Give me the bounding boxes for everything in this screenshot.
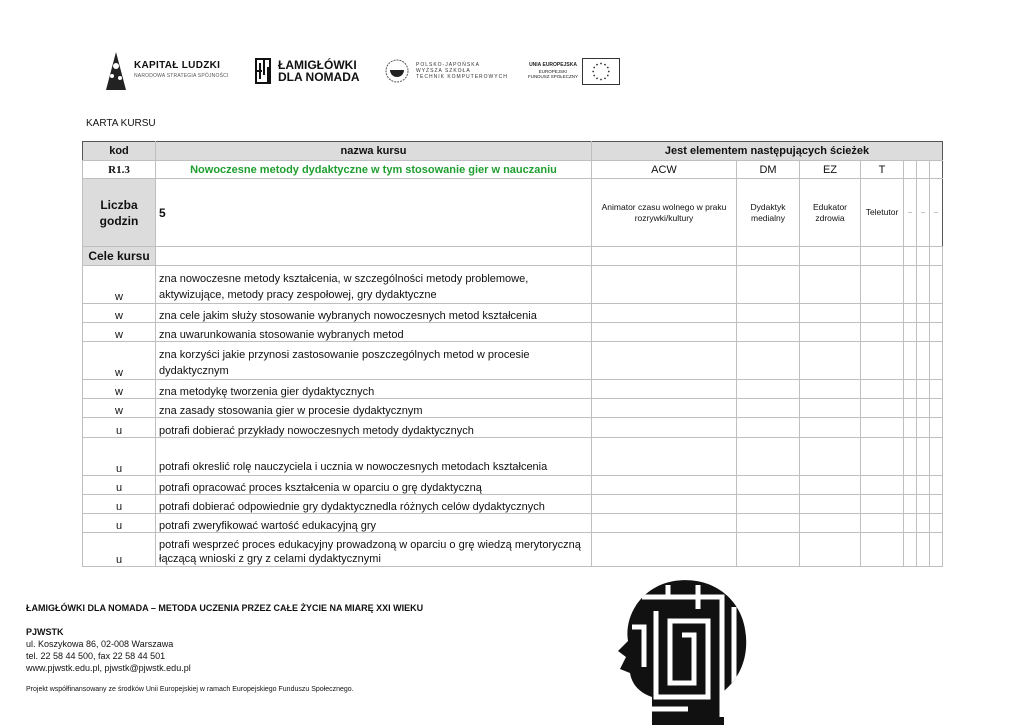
goal-type: u <box>83 476 156 495</box>
goal-text: potrafi dobierać przykłady nowoczesnych metody dydaktycznych <box>156 418 592 438</box>
goal-row <box>83 418 943 438</box>
lamiglowki-line1: ŁAMIGŁÓWKI <box>278 58 357 72</box>
goal-text: potrafi okreslić rolę nauczyciela i ucznia w nowoczesnych metodach kształcenia <box>156 438 592 476</box>
goal-row <box>83 380 943 399</box>
course-row <box>83 161 943 179</box>
footer <box>26 602 423 696</box>
kapital-subtitle: NARODOWA STRATEGIA SPÓJNOŚCI <box>134 73 229 79</box>
header-nazwa: nazwa kursu <box>156 142 592 161</box>
goal-text: zna nowoczesne metody kształcenia, w szczególności metody problemowe, aktywizujące, metody pracy zespołowej, gry dydaktyczne <box>156 266 592 304</box>
goal-type: w <box>83 342 156 380</box>
path-name-dm: Dydaktyk medialny <box>737 179 800 247</box>
ue-line3: FUNDUSZ SPOŁECZNY <box>528 74 579 80</box>
goals-header-row <box>83 247 943 266</box>
path-name-ez: Edukator zdrowia <box>800 179 861 247</box>
goal-row <box>83 533 943 567</box>
path-name-empty-1: -- <box>904 179 917 247</box>
kapital-title: KAPITAŁ LUDZKI <box>134 60 221 71</box>
goal-text: potrafi opracować proces kształcenia w oparciu o grę dydaktyczną <box>156 476 592 495</box>
path-name-t: Teletutor <box>861 179 904 247</box>
pjwstk-line2: WYŻSZA SZKOŁA <box>416 68 471 74</box>
lamiglowki-line2: DLA NOMADA <box>278 70 360 84</box>
hours-value: 5 <box>156 179 592 247</box>
header-kod: kod <box>83 142 156 161</box>
path-name-empty-2: -- <box>917 179 930 247</box>
course-code: R1.3 <box>83 161 156 179</box>
path-code-t: T <box>861 161 904 179</box>
eu-flag-icon <box>582 58 620 85</box>
hours-row <box>83 179 943 247</box>
footer-web: www.pjwstk.edu.pl, pjwstk@pjwstk.edu.pl <box>26 663 191 673</box>
goal-row <box>83 323 943 342</box>
footer-title: ŁAMIGŁÓWKI DLA NOMADA – METODA UCZENIA PRZEZ CAŁE ŻYCIE NA MIARĘ XXI WIEKU <box>26 603 424 613</box>
path-code-dm: DM <box>737 161 800 179</box>
header-row <box>83 142 943 161</box>
ue-logo <box>528 50 620 92</box>
goal-row <box>83 399 943 418</box>
hours-label: Liczba godzin <box>83 179 156 247</box>
pjwstk-logo <box>384 50 508 92</box>
kapital-ludzki-icon <box>104 52 128 90</box>
path-name-empty-3: -- <box>930 179 943 247</box>
footer-org: PJWSTK <box>26 627 64 637</box>
goal-text: zna korzyści jakie przynosi zastosowanie poszczególnych metod w procesie dydaktycznym <box>156 342 592 380</box>
goal-text: zna zasady stosowania gier w procesie dydaktycznym <box>156 399 592 418</box>
goal-type: u <box>83 533 156 567</box>
maze-head-icon <box>252 57 274 85</box>
ue-line2: EUROPEJSKI <box>538 68 568 74</box>
document-label: KARTA KURSU <box>86 118 156 129</box>
path-code-acw: ACW <box>592 161 737 179</box>
goal-row <box>83 304 943 323</box>
ue-line1: UNIA EUROPEJSKA <box>529 62 577 69</box>
path-name-acw: Animator czasu wolnego w praku rozrywki/kultury <box>592 179 737 247</box>
goal-type: w <box>83 266 156 304</box>
goals-label: Cele kursu <box>83 247 156 266</box>
maze-head-graphic-icon <box>612 577 752 725</box>
goal-type: u <box>83 418 156 438</box>
course-name: Nowoczesne metody dydaktyczne w tym stosowanie gier w nauczaniu <box>156 161 592 179</box>
goal-type: u <box>83 495 156 514</box>
goal-type: w <box>83 304 156 323</box>
goal-row <box>83 266 943 304</box>
goal-type: w <box>83 323 156 342</box>
course-card-table <box>82 141 943 567</box>
goal-row <box>83 495 943 514</box>
goal-type: w <box>83 399 156 418</box>
goal-type: u <box>83 438 156 476</box>
goal-text: zna metodykę tworzenia gier dydaktycznych <box>156 380 592 399</box>
goal-text: zna uwarunkowania stosowanie wybranych metod <box>156 323 592 342</box>
goal-text: zna cele jakim służy stosowanie wybranych nowoczesnych metod kształcenia <box>156 304 592 323</box>
goal-row <box>83 514 943 533</box>
footer-address: ul. Koszykowa 86, 02-008 Warszawa <box>26 639 174 649</box>
goal-text: potrafi wesprzeć proces edukacyjny prowadzoną w oparciu o grę wiedzą merytoryczną łączącą wnioski z gry z celami dydaktycznymi <box>156 533 592 567</box>
path-code-ez: EZ <box>800 161 861 179</box>
pjwstk-line3: TECHNIK KOMPUTEROWYCH <box>416 74 508 80</box>
goal-row <box>83 342 943 380</box>
goal-type: w <box>83 380 156 399</box>
goal-text: potrafi dobierać odpowiednie gry dydaktycznedla różnych celów dydaktycznych <box>156 495 592 514</box>
lamiglowki-logo <box>252 50 360 92</box>
footer-phone: tel. 22 58 44 500, fax 22 58 44 501 <box>26 651 166 661</box>
header-sciezki: Jest elementem następujących ścieżek <box>592 142 943 161</box>
logo-bar <box>100 50 640 92</box>
goal-row <box>83 476 943 495</box>
pjwstk-emblem-icon <box>384 58 410 84</box>
goal-row <box>83 438 943 476</box>
goal-text: potrafi zweryfikować wartość edukacyjną gry <box>156 514 592 533</box>
pjwstk-line1: POLSKO-JAPOŃSKA <box>416 62 480 68</box>
footer-note: Projekt współfinansowany ze środków Unii Europejskiej w ramach Europejskiego Funduszu Społecznego. <box>26 686 354 693</box>
goal-type: u <box>83 514 156 533</box>
kapital-ludzki-logo <box>104 50 229 92</box>
